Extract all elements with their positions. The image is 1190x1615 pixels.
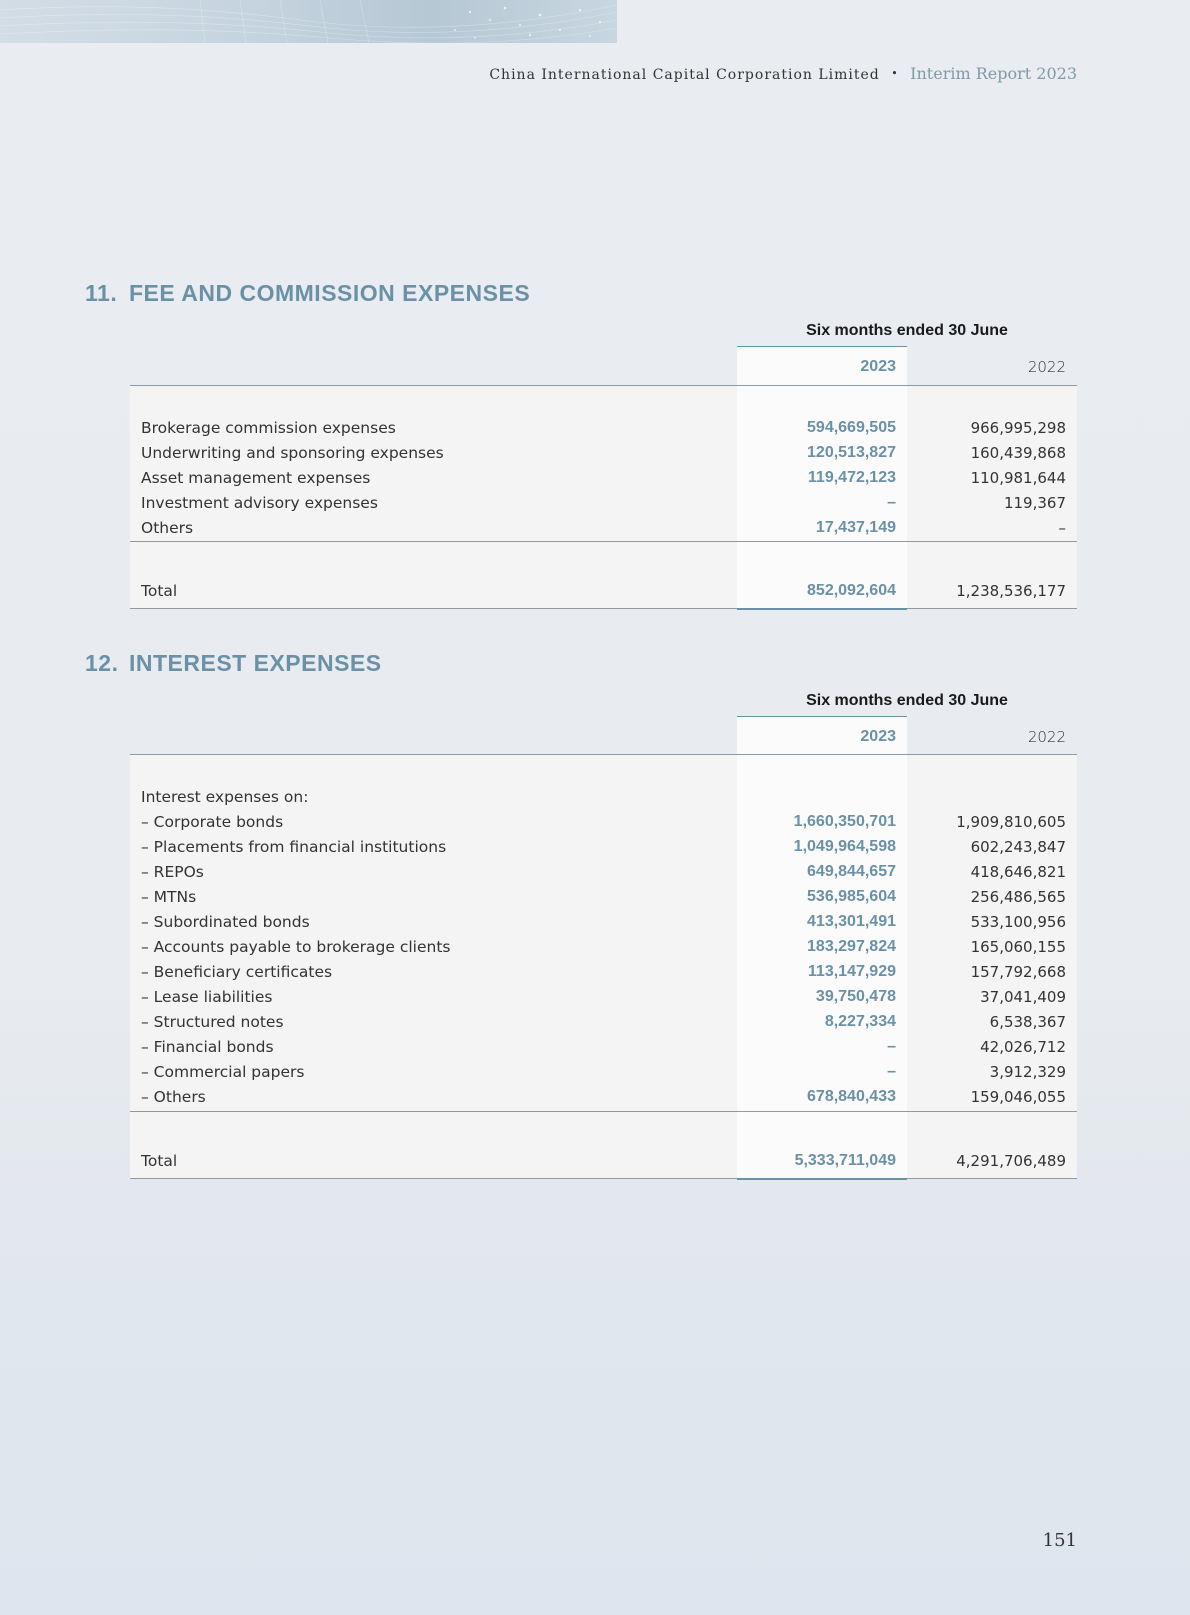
- row-label: Asset management expenses: [141, 469, 371, 487]
- current-total-underline: [737, 608, 907, 610]
- row-label: – Others: [141, 1088, 206, 1106]
- current-value: 649,844,657: [807, 863, 896, 880]
- header-rule: [130, 385, 1077, 386]
- current-value: –: [887, 1063, 896, 1080]
- total-rule: [130, 608, 1077, 609]
- company-name: China International Capital Corporation Limited: [489, 67, 880, 83]
- table-row: [130, 419, 1077, 444]
- wave-pattern-graphic: [0, 0, 617, 43]
- prior-value: 602,243,847: [970, 838, 1066, 856]
- total-row: [130, 582, 1077, 607]
- period-header: Six months ended 30 June: [806, 322, 1008, 339]
- header-separator: •: [891, 67, 899, 80]
- current-value: –: [887, 494, 896, 511]
- section-number: 11.: [85, 280, 118, 306]
- total-rule: [130, 1178, 1077, 1179]
- year-prior-header: 2022: [1027, 358, 1066, 376]
- total-label: Total: [141, 1152, 178, 1170]
- prior-value: 256,486,565: [970, 888, 1066, 906]
- current-value: 120,513,827: [807, 444, 896, 461]
- row-label: – Accounts payable to brokerage clients: [141, 938, 451, 956]
- current-value: 536,985,604: [807, 888, 896, 905]
- row-label: – MTNs: [141, 888, 197, 906]
- total-prior-value: 1,238,536,177: [956, 582, 1066, 600]
- current-value: 17,437,149: [815, 519, 896, 536]
- row-label: – Lease liabilities: [141, 988, 273, 1006]
- section-title-text: FEE AND COMMISSION EXPENSES: [129, 280, 531, 306]
- table-row: [130, 938, 1077, 963]
- prior-value: 1,909,810,605: [956, 813, 1066, 831]
- row-label: – Financial bonds: [141, 1038, 274, 1056]
- table-row: [130, 1088, 1077, 1113]
- table-row: [130, 444, 1077, 469]
- interest-expenses-table: [130, 692, 1077, 1180]
- table-row: [130, 888, 1077, 913]
- row-label: Brokerage commission expenses: [141, 419, 396, 437]
- row-label: – Corporate bonds: [141, 813, 284, 831]
- running-header: [489, 64, 1077, 83]
- table-row: [130, 913, 1077, 938]
- total-current-value: 852,092,604: [807, 582, 896, 599]
- period-header: Six months ended 30 June: [806, 692, 1008, 709]
- prior-value: 533,100,956: [970, 913, 1066, 931]
- prior-value: 165,060,155: [970, 938, 1066, 956]
- current-value: 119,472,123: [807, 469, 896, 486]
- subtotal-rule: [130, 541, 1077, 542]
- period-header-rule: [737, 716, 907, 717]
- table-row: [130, 1063, 1077, 1088]
- row-label: Underwriting and sponsoring expenses: [141, 444, 444, 462]
- total-current-value: 5,333,711,049: [794, 1152, 896, 1169]
- row-label: – Commercial papers: [141, 1063, 305, 1081]
- row-label: – Subordinated bonds: [141, 913, 310, 931]
- prior-value: 6,538,367: [989, 1013, 1066, 1031]
- fee-commission-table: [130, 322, 1077, 610]
- current-value: 678,840,433: [807, 1088, 896, 1105]
- year-current-header: 2023: [860, 728, 896, 745]
- prior-value: 418,646,821: [970, 863, 1066, 881]
- subheading-row: [130, 788, 1077, 813]
- table-row: [130, 1013, 1077, 1038]
- row-label: – Placements from financial institutions: [141, 838, 447, 856]
- current-value: 8,227,334: [824, 1013, 896, 1030]
- prior-value: 119,367: [1003, 494, 1066, 512]
- table-row: [130, 838, 1077, 863]
- table-row: [130, 494, 1077, 519]
- row-label: – Beneficiary certificates: [141, 963, 333, 981]
- page-number: 151: [1042, 1530, 1077, 1551]
- current-value: 413,301,491: [807, 913, 896, 930]
- section-12-heading: [85, 650, 382, 677]
- prior-value: –: [1058, 519, 1066, 537]
- prior-value: 160,439,868: [970, 444, 1066, 462]
- year-prior-header: 2022: [1027, 728, 1066, 746]
- prior-value: 37,041,409: [980, 988, 1066, 1006]
- current-value: 113,147,929: [807, 963, 896, 980]
- table-row: [130, 863, 1077, 888]
- year-current-header: 2023: [860, 358, 896, 375]
- table-row: [130, 963, 1077, 988]
- current-value: 1,049,964,598: [793, 838, 896, 855]
- period-header-rule: [737, 346, 907, 347]
- prior-value: 3,912,329: [989, 1063, 1066, 1081]
- subheading-label: Interest expenses on:: [141, 788, 309, 806]
- total-label: Total: [141, 582, 178, 600]
- current-value: 39,750,478: [815, 988, 896, 1005]
- row-label: – REPOs: [141, 863, 204, 881]
- prior-value: 42,026,712: [980, 1038, 1066, 1056]
- prior-value: 110,981,644: [970, 469, 1066, 487]
- table-row: [130, 988, 1077, 1013]
- prior-value: 966,995,298: [970, 419, 1066, 437]
- current-value: 1,660,350,701: [793, 813, 896, 830]
- current-value: –: [887, 1038, 896, 1055]
- subtotal-rule: [130, 1111, 1077, 1112]
- header-rule: [130, 754, 1077, 755]
- row-label: Investment advisory expenses: [141, 494, 378, 512]
- total-prior-value: 4,291,706,489: [956, 1152, 1066, 1170]
- table-row: [130, 1038, 1077, 1063]
- current-value: 183,297,824: [807, 938, 896, 955]
- row-label: Others: [141, 519, 194, 537]
- report-title: Interim Report 2023: [910, 64, 1077, 83]
- table-row: [130, 469, 1077, 494]
- header-decorative-band: [0, 0, 617, 43]
- section-11-heading: [85, 280, 530, 307]
- table-row: [130, 813, 1077, 838]
- prior-value: 159,046,055: [970, 1088, 1066, 1106]
- section-title-text: INTEREST EXPENSES: [129, 650, 382, 676]
- current-value: 594,669,505: [807, 419, 896, 436]
- row-label: – Structured notes: [141, 1013, 284, 1031]
- current-total-underline: [737, 1178, 907, 1180]
- section-number: 12.: [85, 650, 119, 676]
- total-row: [130, 1152, 1077, 1177]
- prior-value: 157,792,668: [970, 963, 1066, 981]
